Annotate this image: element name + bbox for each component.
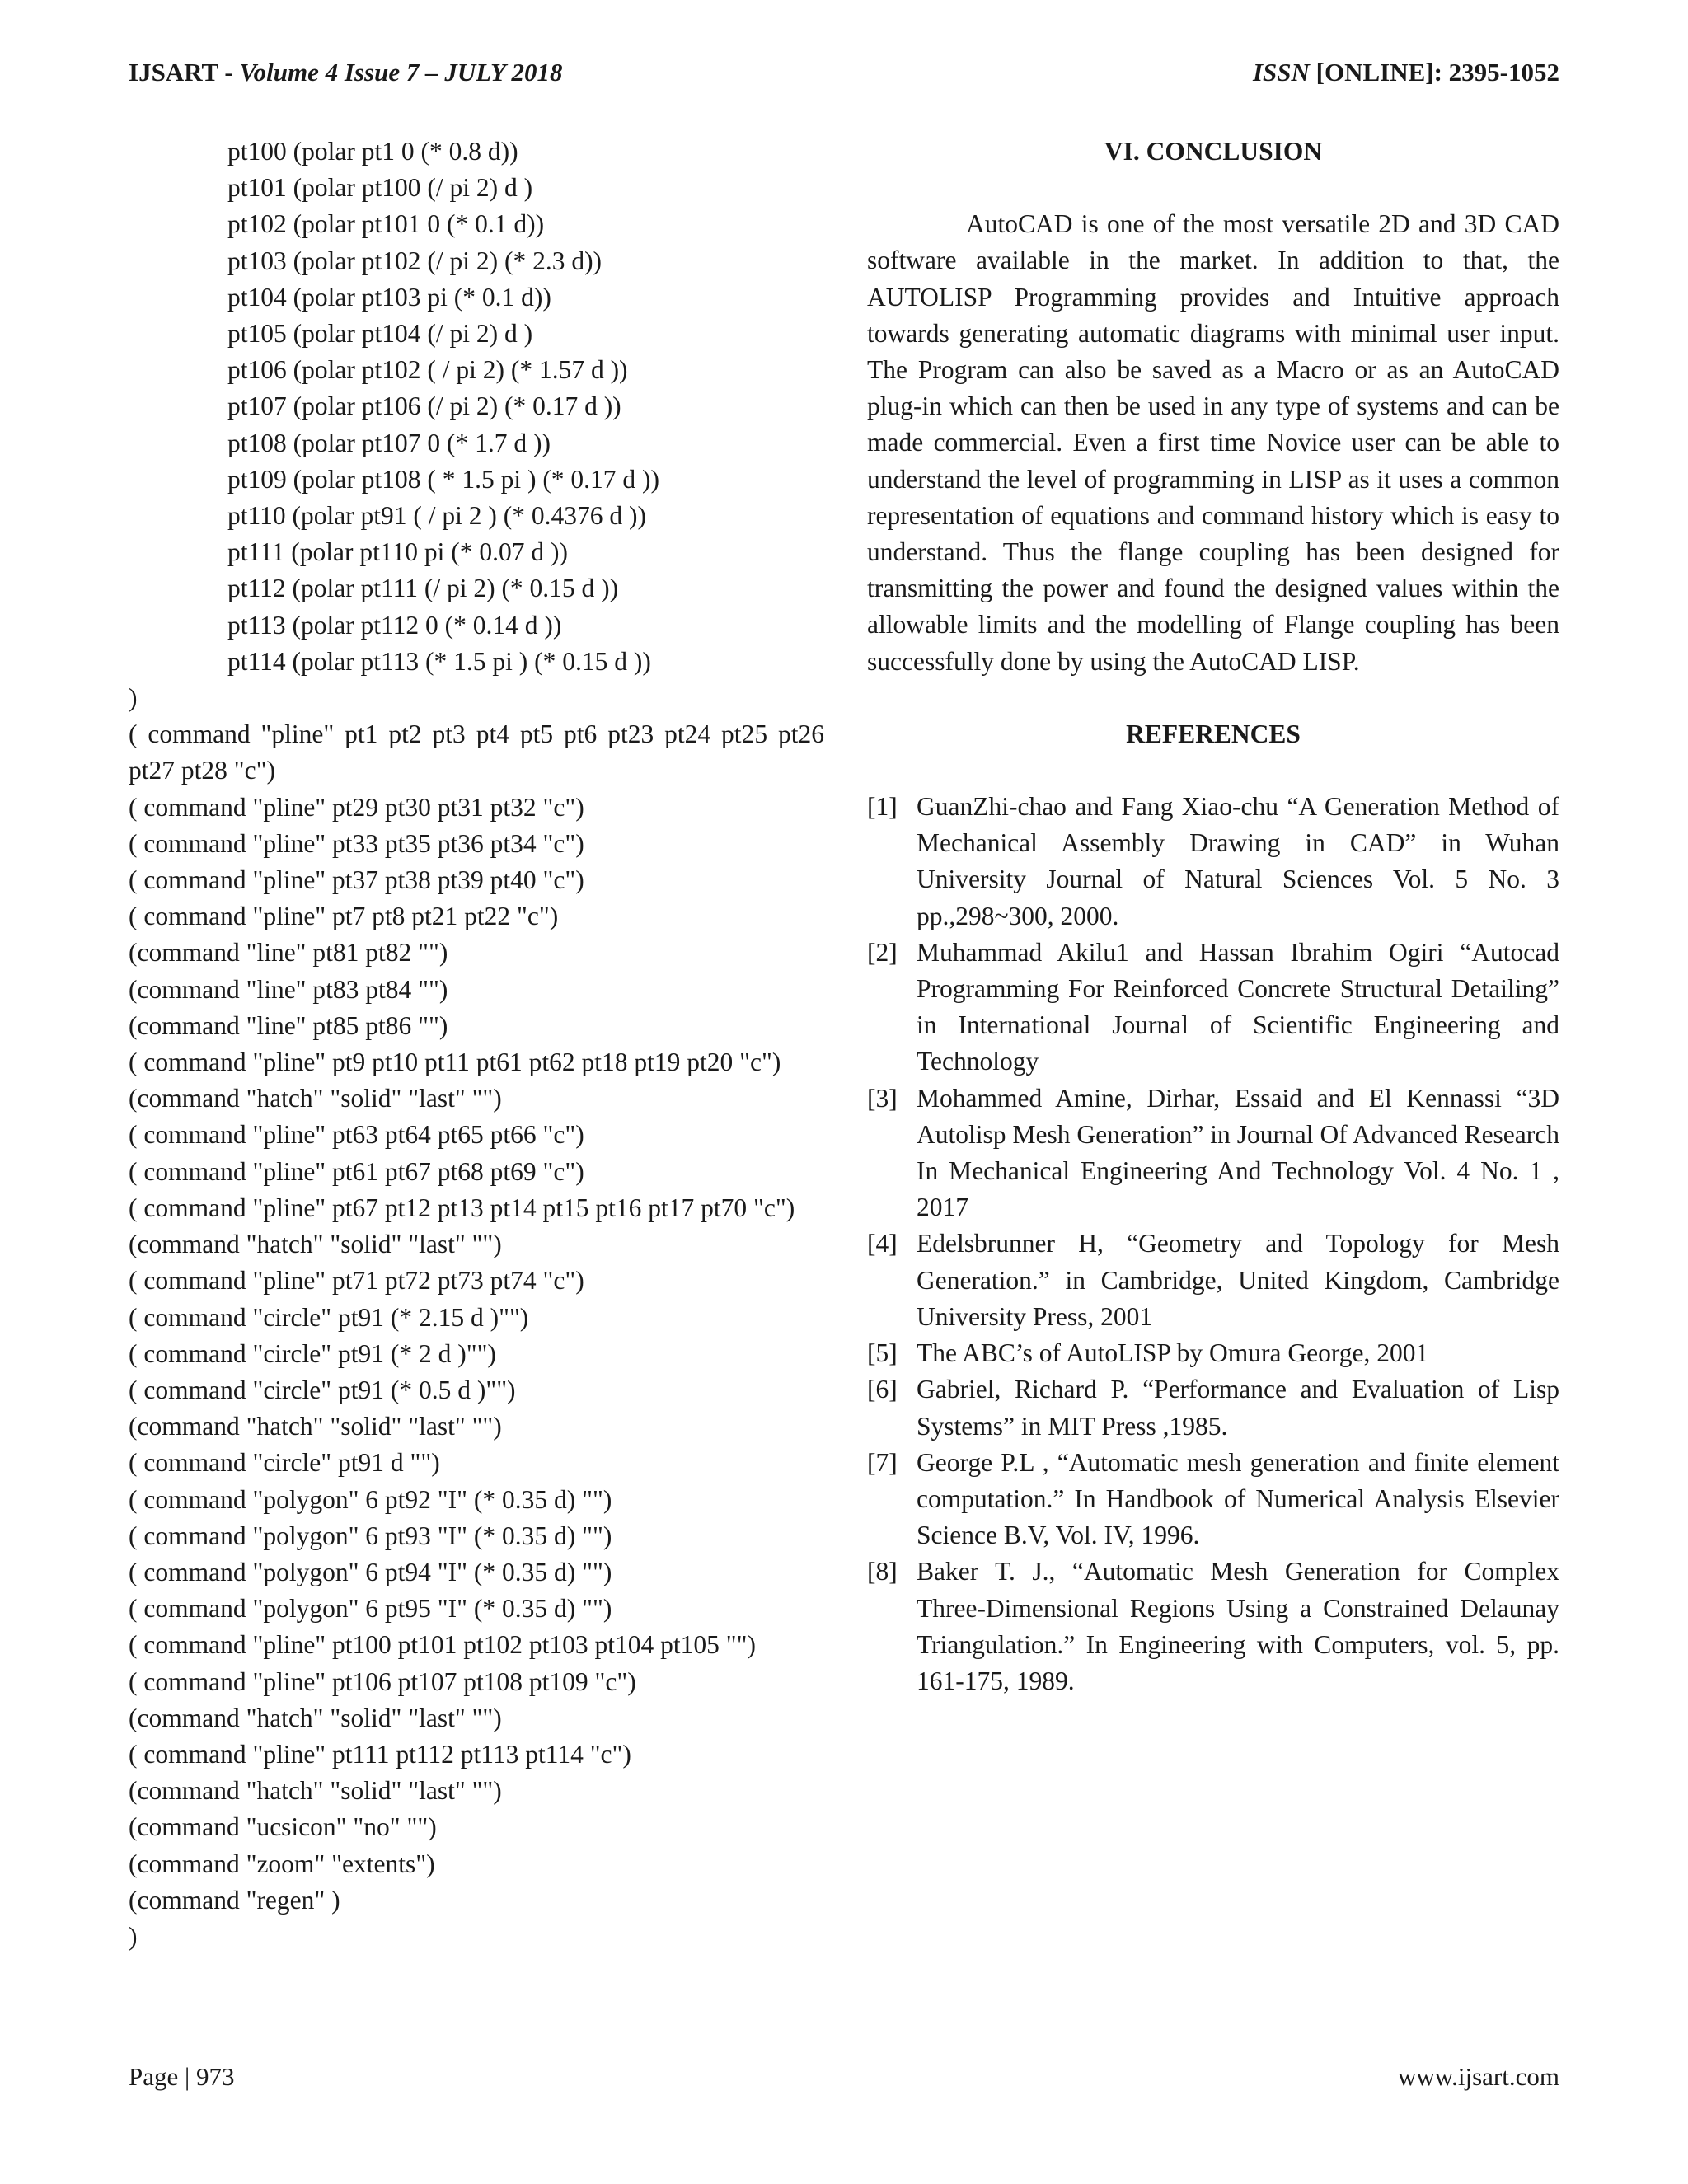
reference-number: [2]: [867, 937, 898, 967]
reference-item: [867, 1445, 1559, 1554]
reference-text: Edelsbrunner H, “Geometry and Topology for Mesh Generation.” in Cambridge, United Kingdom, Cambridge University Press, 2001: [917, 1229, 1559, 1331]
code-line: ( command "pline" pt37 pt38 pt39 pt40 "c"): [129, 865, 584, 895]
code-line: (command "regen" ): [129, 1885, 340, 1915]
code-line: ( command "polygon" 6 pt92 "I" (* 0.35 d) ""): [129, 1484, 612, 1514]
code-line: ( command "circle" pt91 (* 2 d )""): [129, 1338, 496, 1368]
reference-item: [867, 1226, 1559, 1335]
reference-item: [867, 1335, 1559, 1371]
reference-item: [867, 789, 1559, 935]
code-line: pt110 (polar pt91 ( / pi 2 ) (* 0.4376 d )): [227, 501, 646, 531]
code-line: pt111 (polar pt110 pi (* 0.07 d )): [227, 537, 568, 567]
conclusion-heading: VI. CONCLUSION: [1104, 137, 1323, 166]
code-line: ( command "pline" pt100 pt101 pt102 pt103 pt104 pt105 ""): [129, 1630, 756, 1660]
reference-text: Muhammad Akilu1 and Hassan Ibrahim Ogiri “Autocad Programming For Reinforced Concrete Structural Detailing” in International Journal of Scientific Engineering and Technology: [917, 937, 1559, 1076]
code-line: ( command "pline" pt7 pt8 pt21 pt22 "c"): [129, 902, 559, 931]
journal-website: www.ijsart.com: [1397, 2062, 1559, 2091]
code-close-paren: ): [129, 1921, 138, 1951]
reference-list: [867, 789, 1559, 1699]
code-close-paren: ): [129, 683, 138, 713]
volume-issue: Volume 4 Issue 7 – JULY 2018: [239, 58, 563, 87]
code-line: pt101 (polar pt100 (/ pi 2) d ): [227, 173, 533, 203]
code-line: (command "hatch" "solid" "last" ""): [129, 1776, 502, 1806]
code-line: pt107 (polar pt106 (/ pi 2) (* 0.17 d )): [227, 391, 621, 421]
reference-item: [867, 1080, 1559, 1226]
reference-text: GuanZhi-chao and Fang Xiao-chu “A Generation Method of Mechanical Assembly Drawing in CAD” in Wuhan University Journal of Natural Sciences Vol. 5 No. 3 pp.,298~300, 2000.: [917, 792, 1559, 930]
reference-number: [5]: [867, 1338, 898, 1368]
code-line: (command "hatch" "solid" "last" ""): [129, 1230, 502, 1259]
code-line: ( command "circle" pt91 (* 0.5 d )""): [129, 1375, 516, 1404]
code-line: (command "hatch" "solid" "last" ""): [129, 1084, 502, 1113]
page-number: Page | 973: [129, 2062, 235, 2091]
references-heading: REFERENCES: [1126, 719, 1301, 748]
reference-number: [4]: [867, 1229, 898, 1258]
code-line: (command "line" pt81 pt82 ""): [129, 938, 448, 968]
issn-info: [1253, 58, 1559, 87]
code-listing: [129, 134, 824, 1955]
code-line: ( command "polygon" 6 pt94 "I" (* 0.35 d) ""): [129, 1557, 612, 1586]
code-line: pt108 (polar pt107 0 (* 1.7 d )): [227, 428, 551, 457]
code-line: pt106 (polar pt102 ( / pi 2) (* 1.57 d )): [227, 355, 628, 385]
code-line: (command "hatch" "solid" "last" ""): [129, 1412, 502, 1441]
page-header: [129, 58, 1559, 99]
code-line: pt104 (polar pt103 pi (* 0.1 d)): [227, 282, 551, 312]
reference-text: Mohammed Amine, Dirhar, Essaid and El Kennassi “3D Autolisp Mesh Generation” in Journal Of Advanced Research In Mechanical Engineering And Technology Vol. 4 No. 1 , 2017: [917, 1083, 1559, 1222]
code-line: ( command "pline" pt9 pt10 pt11 pt61 pt62 pt18 pt19 pt20 "c"): [129, 1047, 781, 1077]
code-line: ( command "circle" pt91 d ""): [129, 1448, 440, 1478]
code-line: (command "hatch" "solid" "last" ""): [129, 1703, 502, 1732]
code-line: pt103 (polar pt102 (/ pi 2) (* 2.3 d)): [227, 246, 603, 275]
journal-issue-info: [129, 58, 563, 87]
code-line: (command "line" pt83 pt84 ""): [129, 974, 448, 1004]
code-line: pt113 (polar pt112 0 (* 0.14 d )): [227, 610, 562, 640]
reference-item: [867, 1554, 1559, 1699]
issn-value: [ONLINE]: 2395-1052: [1309, 58, 1559, 87]
code-line: pt109 (polar pt108 ( * 1.5 pi ) (* 0.17 d )): [227, 464, 660, 494]
code-line: pt105 (polar pt104 (/ pi 2) d ): [227, 319, 533, 349]
code-line: pt102 (polar pt101 0 (* 0.1 d)): [227, 209, 545, 239]
reference-number: [1]: [867, 792, 898, 822]
code-line: ( command "polygon" 6 pt95 "I" (* 0.35 d) ""): [129, 1594, 612, 1624]
code-line: ( command "pline" pt63 pt64 pt65 pt66 "c"): [129, 1120, 584, 1150]
code-line: ( command "pline" pt71 pt72 pt73 pt74 "c"): [129, 1266, 584, 1296]
code-line: ( command "pline" pt67 pt12 pt13 pt14 pt15 pt16 pt17 pt70 "c"): [129, 1193, 795, 1222]
code-line: ( command "pline" pt106 pt107 pt108 pt109 "c"): [129, 1666, 636, 1696]
issn-label: ISSN: [1252, 58, 1310, 87]
reference-text: The ABC’s of AutoLISP by Omura George, 2001: [917, 1338, 1429, 1368]
code-line: ( command "pline" pt61 pt67 pt68 pt69 "c"): [129, 1156, 584, 1186]
code-line: (command "line" pt85 pt86 ""): [129, 1010, 448, 1040]
code-line: pt112 (polar pt111 (/ pi 2) (* 0.15 d )): [227, 574, 619, 603]
code-line: (command "zoom" "extents"): [129, 1849, 435, 1878]
reference-number: [3]: [867, 1083, 898, 1113]
code-line: pt100 (polar pt1 0 (* 0.8 d)): [227, 137, 518, 166]
conclusion-paragraph: AutoCAD is one of the most versatile 2D and 3D CAD software available in the market. In addition to that, the AUTOLISP Programming provides and Intuitive approach towards generating automatic diagrams with minimal user input. The Program can also be saved as a Macro or as an AutoCAD plug-in which can then be used in any type of systems and can be made commercial. Even a first time Novice user can be able to understand the level of programming in LISP as it uses a common representation of equations and command history which is easy to understand. Thus the flange coupling has been designed for transmitting the power and found the designed values within the allowable limits and the modelling of Flange coupling has been successfully done by using the AutoCAD LISP.: [867, 209, 1559, 676]
code-line: ( command "pline" pt29 pt30 pt31 pt32 "c"): [129, 792, 584, 822]
code-line: pt114 (polar pt113 (* 1.5 pi ) (* 0.15 d )): [227, 646, 651, 676]
code-line: ( command "polygon" 6 pt93 "I" (* 0.35 d) ""): [129, 1521, 612, 1550]
journal-name: IJSART: [129, 58, 218, 87]
reference-item: [867, 935, 1559, 1080]
reference-text: Gabriel, Richard P. “Performance and Evaluation of Lisp Systems” in MIT Press ,1985.: [917, 1375, 1559, 1441]
reference-item: [867, 1371, 1559, 1444]
code-line: (command "ucsicon" "no" ""): [129, 1812, 437, 1842]
code-line: ( command "pline" pt1 pt2 pt3 pt4 pt5 pt6 pt23 pt24 pt25 pt26 pt27 pt28 "c"): [129, 719, 824, 785]
code-line: ( command "circle" pt91 (* 2.15 d )""): [129, 1302, 529, 1332]
reference-number: [7]: [867, 1447, 898, 1477]
right-column: [867, 134, 1559, 1699]
code-line: ( command "pline" pt33 pt35 pt36 pt34 "c"): [129, 828, 584, 858]
reference-text: George P.L , “Automatic mesh generation and finite element computation.” In Handbook of Numerical Analysis Elsevier Science B.V, Vol. IV, 1996.: [917, 1447, 1559, 1550]
reference-text: Baker T. J., “Automatic Mesh Generation for Complex Three-Dimensional Regions Using a Constrained Delaunay Triangulation.” In Engineering with Computers, vol. 5, pp. 161-175, 1989.: [917, 1557, 1559, 1695]
reference-number: [8]: [867, 1557, 898, 1586]
header-separator: -: [218, 58, 240, 87]
reference-number: [6]: [867, 1375, 898, 1404]
code-line: ( command "pline" pt111 pt112 pt113 pt114 "c"): [129, 1739, 631, 1769]
